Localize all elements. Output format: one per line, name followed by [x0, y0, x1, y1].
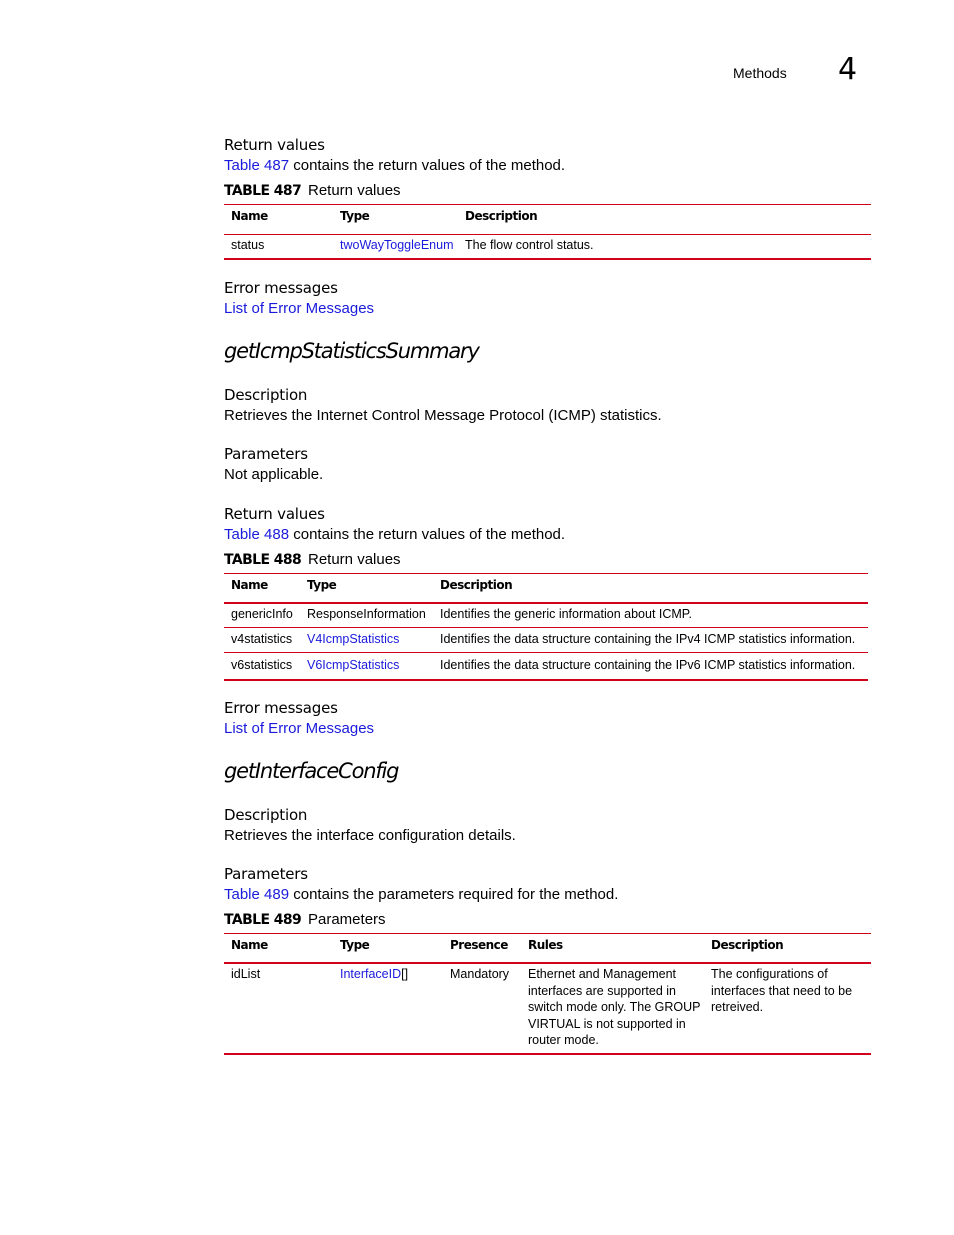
- cell-rules: [528, 966, 701, 1049]
- description-text: Retrieves the Internet Control Message Protocol (ICMP) statistics.: [224, 407, 662, 424]
- table-487-link[interactable]: Table 487: [224, 157, 290, 174]
- cell-description: Identifies the generic information about ICMP.: [440, 607, 692, 621]
- table-rule: [224, 652, 868, 653]
- table-rule: [224, 679, 868, 681]
- table-rule: [224, 962, 871, 964]
- error-messages-heading: Error messages: [224, 279, 338, 297]
- method-title: getInterfaceConfig: [224, 759, 399, 783]
- cell-description-line: interfaces that need to be: [711, 983, 853, 998]
- cell-type: [340, 966, 408, 983]
- error-messages-link[interactable]: List of Error Messages: [224, 720, 375, 737]
- description-heading: Description: [224, 806, 308, 824]
- table-rule: [224, 258, 871, 260]
- cell-description: The flow control status.: [465, 238, 594, 252]
- table-rule: [224, 204, 871, 205]
- cell-type-suffix: []: [401, 967, 409, 981]
- col-header-presence: Presence: [450, 938, 508, 952]
- cell-name: v6statistics: [231, 658, 293, 672]
- cell-description-line: The configurations of: [711, 967, 828, 981]
- col-header-description: Description: [440, 578, 513, 592]
- cell-name: idList: [231, 967, 261, 981]
- return-values-ref-text: contains the return values of the method.: [289, 526, 566, 543]
- error-messages-link[interactable]: List of Error Messages: [224, 300, 375, 317]
- parameters-heading: Parameters: [224, 865, 308, 883]
- cell-rules-line: switch mode only. The GROUP: [528, 1000, 701, 1014]
- cell-rules-line: VIRTUAL is not supported in: [528, 1016, 686, 1031]
- table-rule: [224, 1053, 871, 1055]
- col-header-name: Name: [231, 209, 268, 223]
- col-header-type: Type: [340, 938, 370, 952]
- parameters-text: Not applicable.: [224, 466, 324, 483]
- table-number: TABLE 487: [224, 183, 302, 199]
- cell-type-link[interactable]: InterfaceID: [340, 967, 402, 981]
- return-values-heading: Return values: [224, 136, 325, 154]
- cell-type-link[interactable]: V4IcmpStatistics: [307, 632, 400, 646]
- return-values-heading: Return values: [224, 505, 325, 523]
- cell-name: v4statistics: [231, 632, 293, 646]
- table-number: TABLE 489: [224, 912, 302, 928]
- cell-description: [711, 966, 852, 1016]
- error-messages-heading: Error messages: [224, 699, 338, 717]
- table-number: TABLE 488: [224, 552, 302, 568]
- col-header-type: Type: [340, 209, 370, 223]
- return-values-ref-text: contains the return values of the method.: [289, 157, 566, 174]
- table-rule: [224, 234, 871, 235]
- col-header-name: Name: [231, 578, 268, 592]
- table-title: Return values: [308, 182, 401, 199]
- cell-name: genericInfo: [231, 607, 293, 621]
- table-488-caption: [224, 551, 401, 568]
- cell-name: status: [231, 238, 265, 252]
- running-header-section: Methods: [733, 65, 787, 81]
- col-header-name: Name: [231, 938, 268, 952]
- description-heading: Description: [224, 386, 308, 404]
- table-488-link[interactable]: Table 488: [224, 526, 290, 543]
- table-487-caption: [224, 182, 401, 199]
- cell-description: Identifies the data structure containing the IPv4 ICMP statistics information.: [440, 632, 856, 646]
- table-rule: [224, 602, 868, 604]
- cell-description: Identifies the data structure containing the IPv6 ICMP statistics information.: [440, 658, 856, 672]
- table-title: Return values: [308, 551, 401, 568]
- cell-description-line: retreived.: [711, 1000, 764, 1014]
- parameters-text: [224, 886, 618, 903]
- cell-type: ResponseInformation: [307, 607, 426, 621]
- return-values-text: [224, 157, 565, 174]
- cell-rules-line: router mode.: [528, 1033, 599, 1047]
- table-title: Parameters: [308, 911, 386, 928]
- cell-presence: Mandatory: [450, 967, 510, 981]
- parameters-ref-text: contains the parameters required for the method.: [289, 886, 619, 903]
- col-header-type: Type: [307, 578, 337, 592]
- col-header-description: Description: [465, 209, 538, 223]
- cell-type-link[interactable]: V6IcmpStatistics: [307, 658, 400, 672]
- cell-rules-line: interfaces are supported in: [528, 983, 677, 998]
- return-values-text: [224, 526, 565, 543]
- table-489-caption: [224, 911, 386, 928]
- cell-type-link[interactable]: twoWayToggleEnum: [340, 238, 454, 252]
- chapter-number: 4: [838, 52, 858, 87]
- table-489-link[interactable]: Table 489: [224, 886, 290, 903]
- parameters-heading: Parameters: [224, 445, 308, 463]
- table-rule: [224, 933, 871, 934]
- col-header-rules: Rules: [528, 938, 563, 952]
- table-rule: [224, 573, 868, 574]
- table-rule: [224, 627, 868, 628]
- cell-rules-line: Ethernet and Management: [528, 967, 677, 981]
- description-text: Retrieves the interface configuration details.: [224, 827, 516, 844]
- method-title: getIcmpStatisticsSummary: [224, 339, 479, 363]
- col-header-description: Description: [711, 938, 784, 952]
